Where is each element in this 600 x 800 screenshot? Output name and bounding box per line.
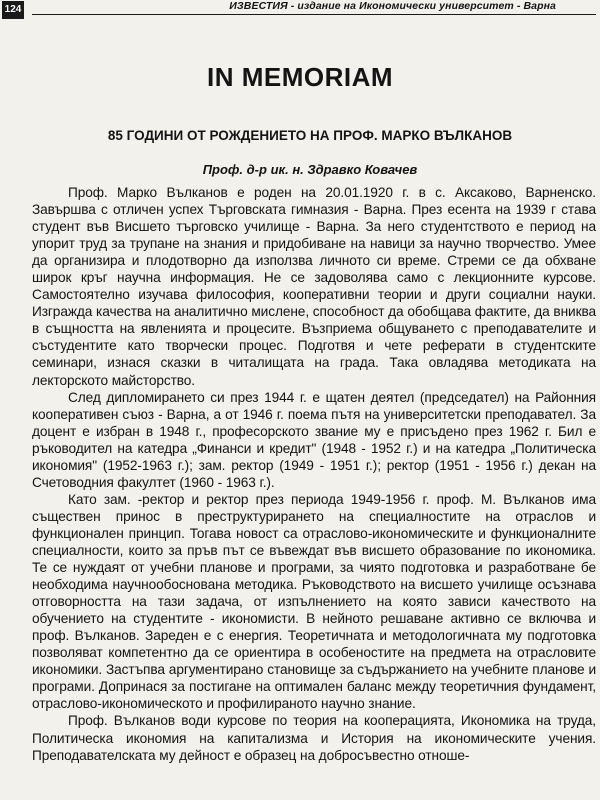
- header-rule: [32, 0, 596, 15]
- paragraph-3: Като зам. -ректор и ректор през периода 1949-1956 г. проф. М. Вълканов има съществен принос в преструктурирането на специалностите на отраслов и функционален принцип. Тогава новост са отраслово-икономическите и функционалните специалности, които за пръв път се въвеждат във висшето образование по икономика. Те се нуждаят от учебни планове и програми, за чиято подготовка и разработване бе необходима научнообоснована методика. Ръководството на висшето училище осъзнава отговорността на тази задача, от изпълнението на която зависи качеството на обучението на студентите - икономисти. В нейното решаване активно се включва и проф. Вълканов. Зареден е с енергия. Теоретичната и методологичната му подготовка позволяват компетентно да се ориентира в особеностите на предмета на отрасловите икономики. Застъпва аргументирано становище за съдържанието на учебните планове и програми. Допринася за постигане на оптимален баланс между теоретичния фундамент, отраслово-икономическото и профилираното научно знание.: [32, 491, 596, 712]
- paragraph-2: След дипломирането си през 1944 г. е щатен деятел (председател) на Районния кооперативен съюз - Варна, а от 1946 г. поема пътя на университетски преподавател. За доцент е избран в 1948 г., професорското звание му е присъдено през 1962 г. Бил е ръководител на катедра „Финанси и кредит" (1948 - 1952 г.) и на катедра „Политическа икономия" (1952-1963 г.); зам. ректор (1949 - 1951 г.); ректор (1951 - 1956 г.) декан на Счетоводния факултет (1960 - 1963 г.).: [32, 389, 596, 490]
- paragraph-4: Проф. Вълканов води курсове по теория на кооперацията, Икономика на труда, Политическа икономия на капитализма и История на икономическите учения. Преподавателската му дейност е образец на добросъвестно отноше-: [32, 713, 596, 763]
- page-number: 124: [2, 1, 24, 19]
- article-body: [32, 184, 596, 764]
- journal-title: ИЗВЕСТИЯ - издание на Икономически университет - Варна: [229, 0, 556, 12]
- running-header: [0, 0, 600, 26]
- article-author: Проф. д-р ик. н. Здравко Ковачев: [202, 162, 418, 177]
- article-title: 85 ГОДИНИ ОТ РОЖДЕНИЕТО НА ПРОФ. МАРКО ВЪЛКАНОВ: [107, 128, 513, 143]
- section-title: IN MEMORIAM: [206, 62, 394, 92]
- paragraph-1: Проф. Марко Вълканов е роден на 20.01.1920 г. в с. Аксаково, Варненско. Завършва с отличен успех Търговската гимназия - Варна. През есента на 1939 г става студент във Висшето търговско училище - Варна. За него студентството е период на упорит труд за трупане на знания и придобиване на навици за научно творчество. Умее да организира и плодотворно да използва личното си време. Стреми се да обхване широк кръг научна информация. Не се задоволява само с лекционните курсове. Самостоятелно изучава философия, кооперативни теории и други социални науки. Изгражда качества на аналитично мислене, способност да обобщава фактите, да вниква в същността на явленията и процесите. Възприема общуването с преподавателите и състудентите като творчески процес. Подготвя и чете реферати в студентските семинари, изнася сказки в читалищата на града. Така овладява методиката на лекторското майсторство.: [32, 185, 596, 388]
